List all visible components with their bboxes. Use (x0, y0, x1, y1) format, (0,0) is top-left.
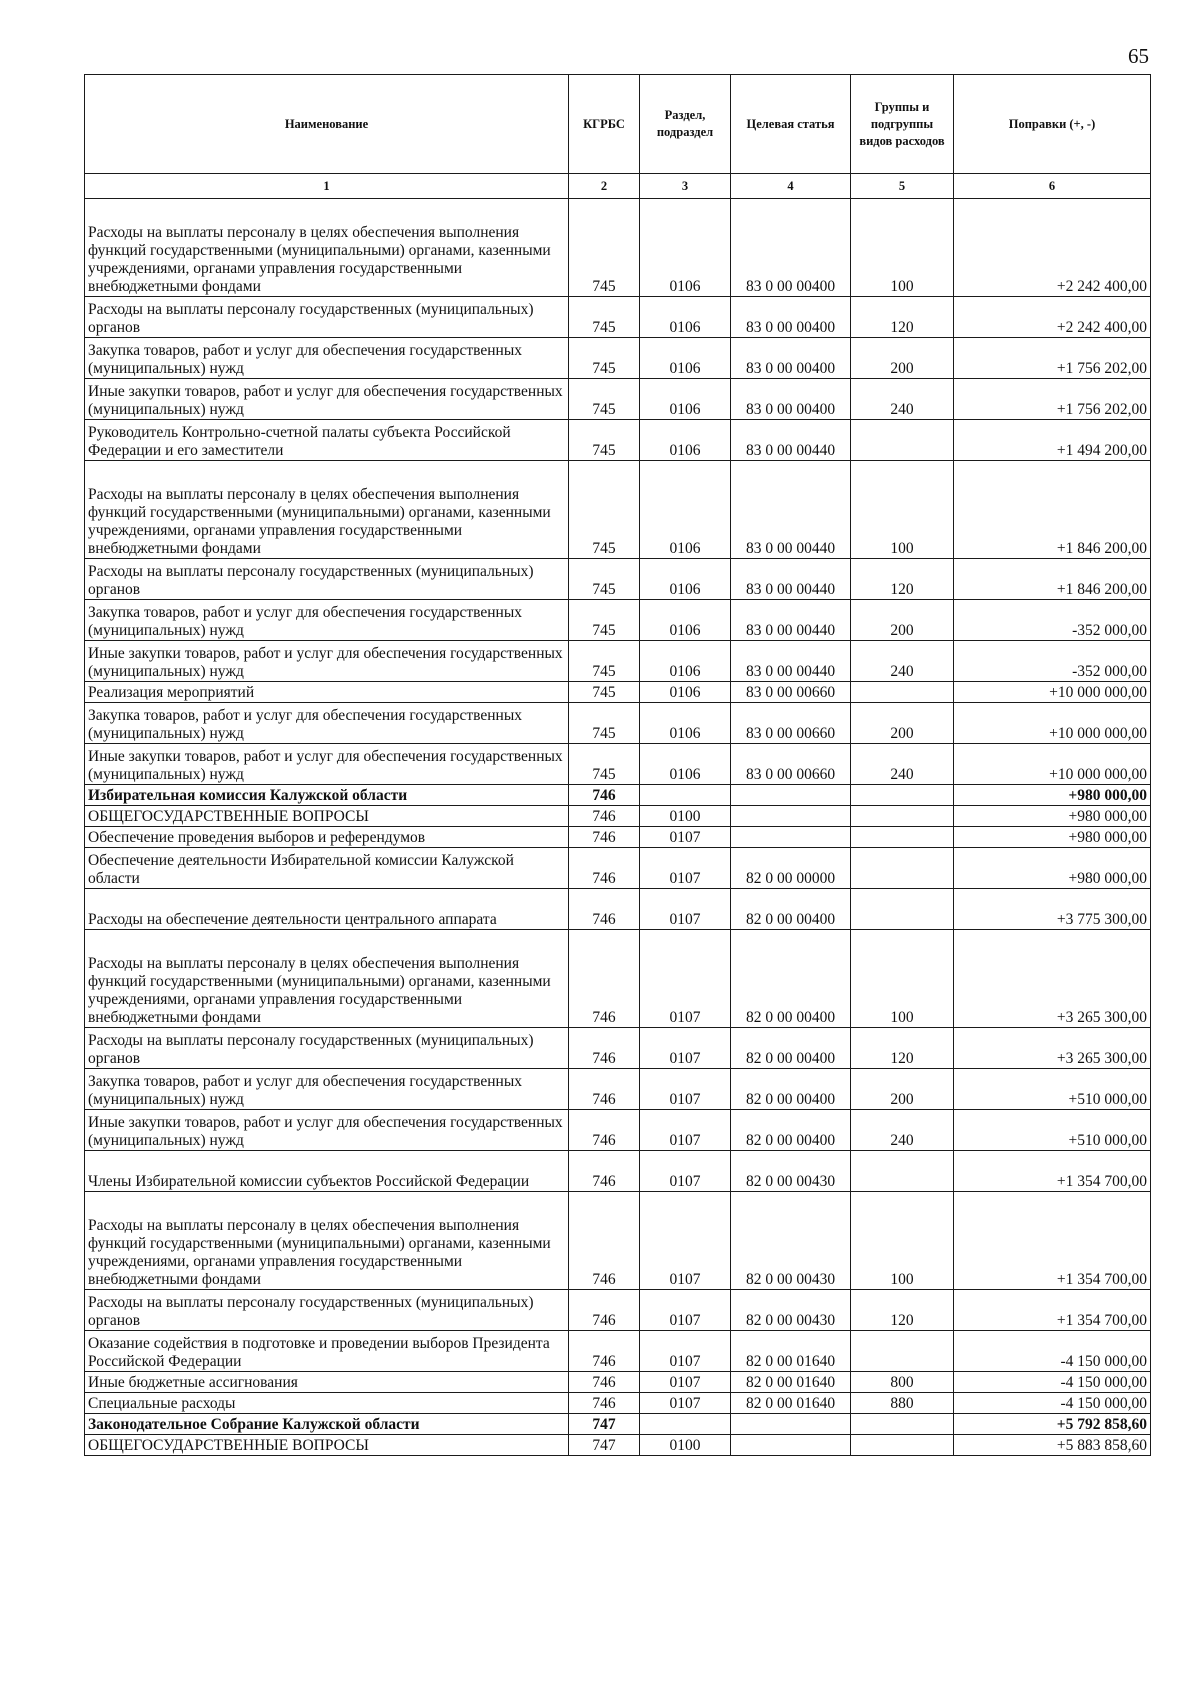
cell-vid: 200 (851, 703, 954, 744)
cell-amount: +10 000 000,00 (954, 744, 1151, 785)
cell-vid: 120 (851, 559, 954, 600)
table-row (85, 703, 1151, 744)
cell-kgrbs: 746 (569, 1069, 640, 1110)
table-row (85, 1028, 1151, 1069)
cell-statya: 83 0 00 00660 (731, 682, 851, 703)
cell-razdel: 0107 (640, 1192, 731, 1290)
cell-statya: 82 0 00 00000 (731, 848, 851, 889)
cell-amount: +1 846 200,00 (954, 559, 1151, 600)
cell-razdel: 0107 (640, 1372, 731, 1393)
cell-kgrbs: 746 (569, 848, 640, 889)
cell-statya: 83 0 00 00440 (731, 420, 851, 461)
cell-amount: +1 354 700,00 (954, 1192, 1151, 1290)
cell-vid (851, 827, 954, 848)
col-number: 4 (731, 174, 851, 199)
cell-statya: 83 0 00 00440 (731, 600, 851, 641)
cell-amount: +10 000 000,00 (954, 703, 1151, 744)
col-number: 1 (85, 174, 569, 199)
cell-statya: 83 0 00 00660 (731, 744, 851, 785)
cell-vid (851, 1435, 954, 1456)
cell-kgrbs: 746 (569, 1331, 640, 1372)
col-header-amount: Поправки (+, -) (954, 75, 1151, 174)
cell-name: Специальные расходы (85, 1393, 569, 1414)
cell-statya: 82 0 00 00430 (731, 1151, 851, 1192)
cell-name: Расходы на выплаты персоналу в целях обеспечения выполнения функций государственными (муниципальными) органами, казенными учреждениями, органами управления государственными внебюджетными фондами (85, 930, 569, 1028)
cell-razdel: 0106 (640, 420, 731, 461)
cell-amount: +1 756 202,00 (954, 338, 1151, 379)
cell-statya (731, 1435, 851, 1456)
cell-statya: 83 0 00 00400 (731, 379, 851, 420)
cell-name: Расходы на выплаты персоналу в целях обеспечения выполнения функций государственными (муниципальными) органами, казенными учреждениями, органами управления государственными внебюджетными фондами (85, 461, 569, 559)
cell-kgrbs: 746 (569, 806, 640, 827)
cell-razdel: 0100 (640, 806, 731, 827)
table-row (85, 1290, 1151, 1331)
table-row (85, 1393, 1151, 1414)
cell-kgrbs: 746 (569, 1290, 640, 1331)
cell-razdel: 0107 (640, 1393, 731, 1414)
cell-name: ОБЩЕГОСУДАРСТВЕННЫЕ ВОПРОСЫ (85, 1435, 569, 1456)
cell-statya: 83 0 00 00440 (731, 461, 851, 559)
cell-kgrbs: 746 (569, 1110, 640, 1151)
cell-amount: +980 000,00 (954, 806, 1151, 827)
cell-vid: 240 (851, 1110, 954, 1151)
cell-vid: 240 (851, 379, 954, 420)
cell-amount: +1 354 700,00 (954, 1290, 1151, 1331)
table-row (85, 600, 1151, 641)
cell-name: Расходы на обеспечение деятельности центрального аппарата (85, 889, 569, 930)
col-number: 5 (851, 174, 954, 199)
cell-razdel: 0107 (640, 889, 731, 930)
cell-razdel: 0100 (640, 1435, 731, 1456)
cell-razdel: 0106 (640, 682, 731, 703)
cell-vid (851, 848, 954, 889)
cell-kgrbs: 745 (569, 199, 640, 297)
page-number: 65 (1128, 44, 1149, 68)
cell-amount: -4 150 000,00 (954, 1372, 1151, 1393)
header-row (85, 75, 1151, 174)
cell-amount: +510 000,00 (954, 1069, 1151, 1110)
cell-statya: 82 0 00 00400 (731, 930, 851, 1028)
cell-statya: 82 0 00 00400 (731, 889, 851, 930)
cell-statya: 82 0 00 00400 (731, 1069, 851, 1110)
table-row (85, 889, 1151, 930)
cell-razdel: 0107 (640, 1110, 731, 1151)
cell-razdel: 0107 (640, 1069, 731, 1110)
cell-kgrbs: 746 (569, 785, 640, 806)
table-row (85, 297, 1151, 338)
cell-kgrbs: 747 (569, 1414, 640, 1435)
col-number: 2 (569, 174, 640, 199)
col-header-name: Наименование (85, 75, 569, 174)
cell-statya (731, 785, 851, 806)
cell-razdel: 0107 (640, 1028, 731, 1069)
cell-kgrbs: 745 (569, 338, 640, 379)
cell-statya: 83 0 00 00400 (731, 199, 851, 297)
cell-razdel: 0106 (640, 199, 731, 297)
cell-kgrbs: 746 (569, 889, 640, 930)
cell-name: Расходы на выплаты персоналу государственных (муниципальных) органов (85, 559, 569, 600)
cell-amount: +3 265 300,00 (954, 930, 1151, 1028)
cell-razdel: 0106 (640, 461, 731, 559)
cell-razdel (640, 785, 731, 806)
cell-kgrbs: 746 (569, 1192, 640, 1290)
cell-statya (731, 1414, 851, 1435)
cell-vid: 120 (851, 1290, 954, 1331)
cell-amount: +1 846 200,00 (954, 461, 1151, 559)
cell-razdel: 0107 (640, 848, 731, 889)
cell-name: Иные закупки товаров, работ и услуг для обеспечения государственных (муниципальных) нужд (85, 379, 569, 420)
cell-vid: 120 (851, 1028, 954, 1069)
cell-razdel: 0106 (640, 559, 731, 600)
cell-name: Иные закупки товаров, работ и услуг для обеспечения государственных (муниципальных) нужд (85, 744, 569, 785)
cell-vid (851, 785, 954, 806)
cell-razdel: 0107 (640, 827, 731, 848)
cell-name: Члены Избирательной комиссии субъектов Российской Федерации (85, 1151, 569, 1192)
cell-statya: 82 0 00 00430 (731, 1290, 851, 1331)
table-row (85, 559, 1151, 600)
cell-razdel: 0107 (640, 1290, 731, 1331)
cell-statya (731, 806, 851, 827)
cell-kgrbs: 746 (569, 1393, 640, 1414)
table-row (85, 1151, 1151, 1192)
cell-vid: 100 (851, 1192, 954, 1290)
cell-amount: +1 756 202,00 (954, 379, 1151, 420)
col-header-razdel: Раздел, подраздел (640, 75, 731, 174)
cell-statya: 82 0 00 01640 (731, 1331, 851, 1372)
cell-amount: +2 242 400,00 (954, 297, 1151, 338)
cell-name: Обеспечение проведения выборов и референдумов (85, 827, 569, 848)
cell-amount: +10 000 000,00 (954, 682, 1151, 703)
table-row (85, 848, 1151, 889)
cell-kgrbs: 745 (569, 297, 640, 338)
cell-vid: 200 (851, 1069, 954, 1110)
cell-vid: 120 (851, 297, 954, 338)
cell-vid: 200 (851, 338, 954, 379)
cell-name: Закупка товаров, работ и услуг для обеспечения государственных (муниципальных) нужд (85, 338, 569, 379)
cell-vid (851, 1151, 954, 1192)
cell-razdel: 0106 (640, 338, 731, 379)
cell-kgrbs: 745 (569, 461, 640, 559)
cell-amount: +1 354 700,00 (954, 1151, 1151, 1192)
cell-razdel: 0106 (640, 600, 731, 641)
cell-kgrbs: 745 (569, 744, 640, 785)
cell-amount: -352 000,00 (954, 600, 1151, 641)
table-row (85, 1069, 1151, 1110)
cell-statya: 83 0 00 00660 (731, 703, 851, 744)
cell-kgrbs: 746 (569, 1372, 640, 1393)
cell-name: Расходы на выплаты персоналу государственных (муниципальных) органов (85, 1290, 569, 1331)
cell-amount: +510 000,00 (954, 1110, 1151, 1151)
cell-name: Реализация мероприятий (85, 682, 569, 703)
cell-amount: +980 000,00 (954, 848, 1151, 889)
table-row (85, 338, 1151, 379)
cell-amount: +980 000,00 (954, 827, 1151, 848)
cell-amount: +2 242 400,00 (954, 199, 1151, 297)
cell-vid (851, 1331, 954, 1372)
cell-amount: -352 000,00 (954, 641, 1151, 682)
cell-amount: +980 000,00 (954, 785, 1151, 806)
table-row (85, 1372, 1151, 1393)
cell-kgrbs: 746 (569, 827, 640, 848)
table-row (85, 1192, 1151, 1290)
table-row (85, 806, 1151, 827)
cell-kgrbs: 745 (569, 559, 640, 600)
cell-razdel: 0107 (640, 930, 731, 1028)
table-row (85, 641, 1151, 682)
cell-statya: 82 0 00 01640 (731, 1372, 851, 1393)
cell-amount: -4 150 000,00 (954, 1331, 1151, 1372)
cell-kgrbs: 746 (569, 1151, 640, 1192)
table-row (85, 930, 1151, 1028)
cell-vid: 200 (851, 600, 954, 641)
col-header-statya: Целевая статья (731, 75, 851, 174)
cell-kgrbs: 745 (569, 641, 640, 682)
cell-statya: 83 0 00 00440 (731, 559, 851, 600)
cell-name: Расходы на выплаты персоналу в целях обеспечения выполнения функций государственными (муниципальными) органами, казенными учреждениями, органами управления государственными внебюджетными фондами (85, 1192, 569, 1290)
cell-kgrbs: 747 (569, 1435, 640, 1456)
table-body (85, 199, 1151, 1456)
cell-kgrbs: 745 (569, 420, 640, 461)
cell-vid: 100 (851, 461, 954, 559)
cell-name: Закупка товаров, работ и услуг для обеспечения государственных (муниципальных) нужд (85, 1069, 569, 1110)
cell-amount: +3 775 300,00 (954, 889, 1151, 930)
cell-razdel (640, 1414, 731, 1435)
cell-kgrbs: 746 (569, 930, 640, 1028)
cell-name: ОБЩЕГОСУДАРСТВЕННЫЕ ВОПРОСЫ (85, 806, 569, 827)
cell-statya: 82 0 00 00400 (731, 1028, 851, 1069)
cell-statya (731, 827, 851, 848)
cell-vid: 880 (851, 1393, 954, 1414)
cell-name: Законодательное Собрание Калужской области (85, 1414, 569, 1435)
table-row (85, 1331, 1151, 1372)
cell-name: Иные закупки товаров, работ и услуг для обеспечения государственных (муниципальных) нужд (85, 641, 569, 682)
cell-vid (851, 889, 954, 930)
table-row (85, 682, 1151, 703)
table-row (85, 744, 1151, 785)
column-number-row (85, 174, 1151, 199)
cell-kgrbs: 745 (569, 600, 640, 641)
cell-name: Оказание содействия в подготовке и проведении выборов Президента Российской Федерации (85, 1331, 569, 1372)
cell-vid (851, 806, 954, 827)
table-row (85, 1414, 1151, 1435)
col-number: 6 (954, 174, 1151, 199)
cell-kgrbs: 745 (569, 703, 640, 744)
cell-amount: +5 883 858,60 (954, 1435, 1151, 1456)
table-row (85, 1110, 1151, 1151)
cell-name: Руководитель Контрольно-счетной палаты субъекта Российской Федерации и его заместители (85, 420, 569, 461)
cell-razdel: 0106 (640, 297, 731, 338)
cell-name: Иные закупки товаров, работ и услуг для обеспечения государственных (муниципальных) нужд (85, 1110, 569, 1151)
cell-vid: 100 (851, 930, 954, 1028)
table-row (85, 420, 1151, 461)
cell-kgrbs: 746 (569, 1028, 640, 1069)
cell-razdel: 0106 (640, 703, 731, 744)
col-number: 3 (640, 174, 731, 199)
col-header-vid: Группы и подгруппы видов расходов (851, 75, 954, 174)
cell-name: Расходы на выплаты персоналу государственных (муниципальных) органов (85, 297, 569, 338)
cell-name: Расходы на выплаты персоналу в целях обеспечения выполнения функций государственными (муниципальными) органами, казенными учреждениями, органами управления государственными внебюджетными фондами (85, 199, 569, 297)
cell-vid: 240 (851, 641, 954, 682)
col-header-kgrbs: КГРБС (569, 75, 640, 174)
table-row (85, 199, 1151, 297)
cell-vid: 800 (851, 1372, 954, 1393)
cell-vid (851, 1414, 954, 1435)
cell-name: Закупка товаров, работ и услуг для обеспечения государственных (муниципальных) нужд (85, 703, 569, 744)
cell-name: Избирательная комиссия Калужской области (85, 785, 569, 806)
cell-razdel: 0107 (640, 1331, 731, 1372)
cell-vid: 240 (851, 744, 954, 785)
cell-name: Иные бюджетные ассигнования (85, 1372, 569, 1393)
table-row (85, 379, 1151, 420)
cell-name: Обеспечение деятельности Избирательной комиссии Калужской области (85, 848, 569, 889)
table-row (85, 785, 1151, 806)
cell-statya: 83 0 00 00400 (731, 297, 851, 338)
cell-razdel: 0106 (640, 641, 731, 682)
table-row (85, 461, 1151, 559)
cell-name: Расходы на выплаты персоналу государственных (муниципальных) органов (85, 1028, 569, 1069)
cell-razdel: 0107 (640, 1151, 731, 1192)
cell-statya: 82 0 00 00430 (731, 1192, 851, 1290)
cell-statya: 82 0 00 01640 (731, 1393, 851, 1414)
cell-statya: 83 0 00 00400 (731, 338, 851, 379)
cell-amount: +1 494 200,00 (954, 420, 1151, 461)
budget-amendments-table (84, 74, 1151, 1456)
table-row (85, 827, 1151, 848)
cell-vid (851, 420, 954, 461)
cell-name: Закупка товаров, работ и услуг для обеспечения государственных (муниципальных) нужд (85, 600, 569, 641)
cell-statya: 82 0 00 00400 (731, 1110, 851, 1151)
cell-kgrbs: 745 (569, 682, 640, 703)
cell-vid (851, 682, 954, 703)
table-row (85, 1435, 1151, 1456)
cell-kgrbs: 745 (569, 379, 640, 420)
cell-razdel: 0106 (640, 744, 731, 785)
cell-statya: 83 0 00 00440 (731, 641, 851, 682)
cell-vid: 100 (851, 199, 954, 297)
cell-amount: +5 792 858,60 (954, 1414, 1151, 1435)
cell-razdel: 0106 (640, 379, 731, 420)
cell-amount: +3 265 300,00 (954, 1028, 1151, 1069)
cell-amount: -4 150 000,00 (954, 1393, 1151, 1414)
